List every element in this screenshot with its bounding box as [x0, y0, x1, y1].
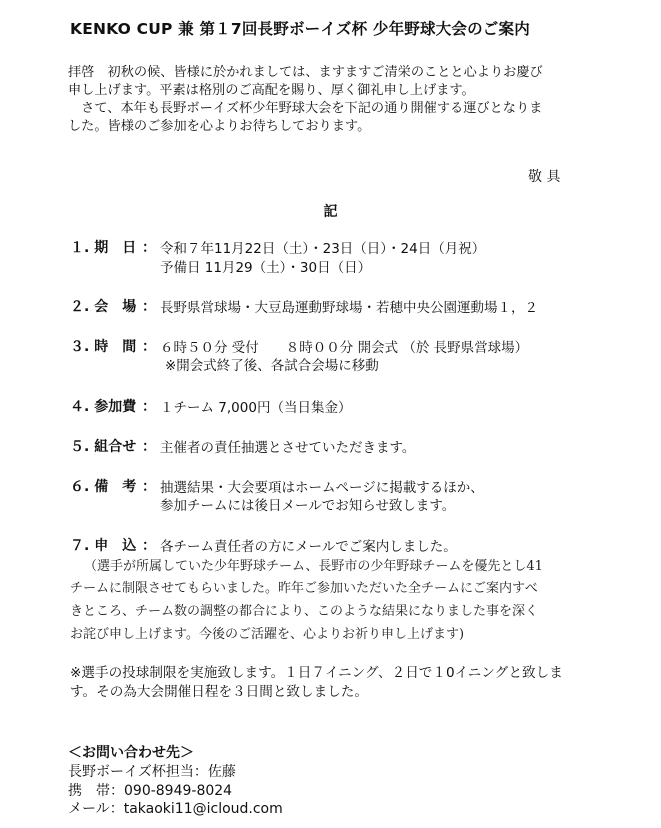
item-value-application: 各チーム責任者の方にメールでご案内しました。	[160, 539, 457, 555]
item-value-remarks: 抽選結果・大会要項はホームページに掲載するほか、	[160, 480, 484, 496]
item-value-fee: １チーム 7,000円（当日集金）	[160, 400, 352, 416]
closing-keigu: 敬 具	[528, 169, 561, 185]
pitch-limit-note: ※選手の投球制限を実施致します。１日７イニング、２日で１0イニングと致しま	[70, 665, 563, 681]
greeting-line: 申し上げます。平素は格別のご高配を賜り、厚く御礼申し上げます。	[68, 83, 475, 98]
item-colon: ：	[142, 339, 156, 355]
item-value-time-note: ※開会式終了後、各試合会場に移動	[165, 358, 379, 374]
item-label-application: ７. 申 込	[70, 538, 137, 554]
item-colon: ：	[142, 538, 156, 554]
item-value-venue: 長野県営球場・大豆島運動野球場・若穂中央公園運動場１，２	[160, 300, 538, 316]
contact-email: メール：takaoki11@icloud.com	[68, 801, 283, 817]
greeting-line: した。皆様のご参加を心よりお待ちしております。	[68, 119, 371, 134]
item-value-remarks: 参加チームには後日メールでお知らせ致します。	[160, 498, 456, 514]
item-colon: ：	[142, 479, 156, 495]
pitch-limit-note: す。その為大会開催日程を３日間と致しました。	[70, 684, 368, 700]
item-label-time: ３. 時 間	[70, 339, 137, 355]
selection-note-line: （選手が所属していた少年野球チーム、長野市の少年野球チームを優先とし41	[84, 559, 543, 574]
item-label-remarks: ６. 備 考	[70, 479, 137, 495]
item-value-time: ６時５０分 受付 ８時００分 開会式 （於 長野県営球場）	[160, 340, 529, 356]
item-colon: ：	[142, 299, 156, 315]
item-label-venue: ２. 会 場	[70, 299, 137, 315]
item-label-date: １. 期 日	[70, 240, 137, 256]
selection-note-line: チームに制限させてもらいました。昨年ご参加いただいた全チームにご案内すべ	[70, 581, 538, 596]
item-label-fee: ４. 参加費	[70, 399, 137, 415]
item-colon: ：	[142, 240, 156, 256]
item-value-reserve-date: 予備日 11月29（土）・30日（日）	[160, 260, 372, 276]
selection-note-line: きところ、チーム数の調整の都合により、このような結果になりました事を深く	[70, 604, 539, 619]
ki-heading: 記	[323, 204, 338, 220]
greeting-line: 拝啓 初秋の候、皆様に於かれましては、ますますご清栄のことと心よりお慶び	[68, 65, 543, 80]
greeting-line: さて、本年も長野ボーイズ杯少年野球大会を下記の通り開催する運びとなりま	[68, 101, 543, 116]
contact-person: 長野ボーイズ杯担当：佐藤	[68, 764, 236, 780]
item-colon: ：	[142, 439, 156, 455]
item-label-bracket: ５. 組合せ	[70, 439, 137, 455]
item-value-date: 令和７年11月22日（土）・23日（日）・24日（月祝）	[160, 241, 486, 257]
item-colon: ：	[142, 399, 156, 415]
item-value-bracket: 主催者の責任抽選とさせていただきます。	[160, 440, 416, 456]
selection-note-line: お詫び申し上げます。今後のご活躍を、心よりお祈り申し上げます)	[70, 627, 465, 642]
document-title: KENKO CUP 兼 第１7回長野ボーイズ杯 少年野球大会のご案内	[70, 20, 530, 38]
contact-heading: ＜お問い合わせ先＞	[68, 745, 194, 761]
contact-phone: 携 帯：090-8949-8024	[68, 783, 233, 799]
